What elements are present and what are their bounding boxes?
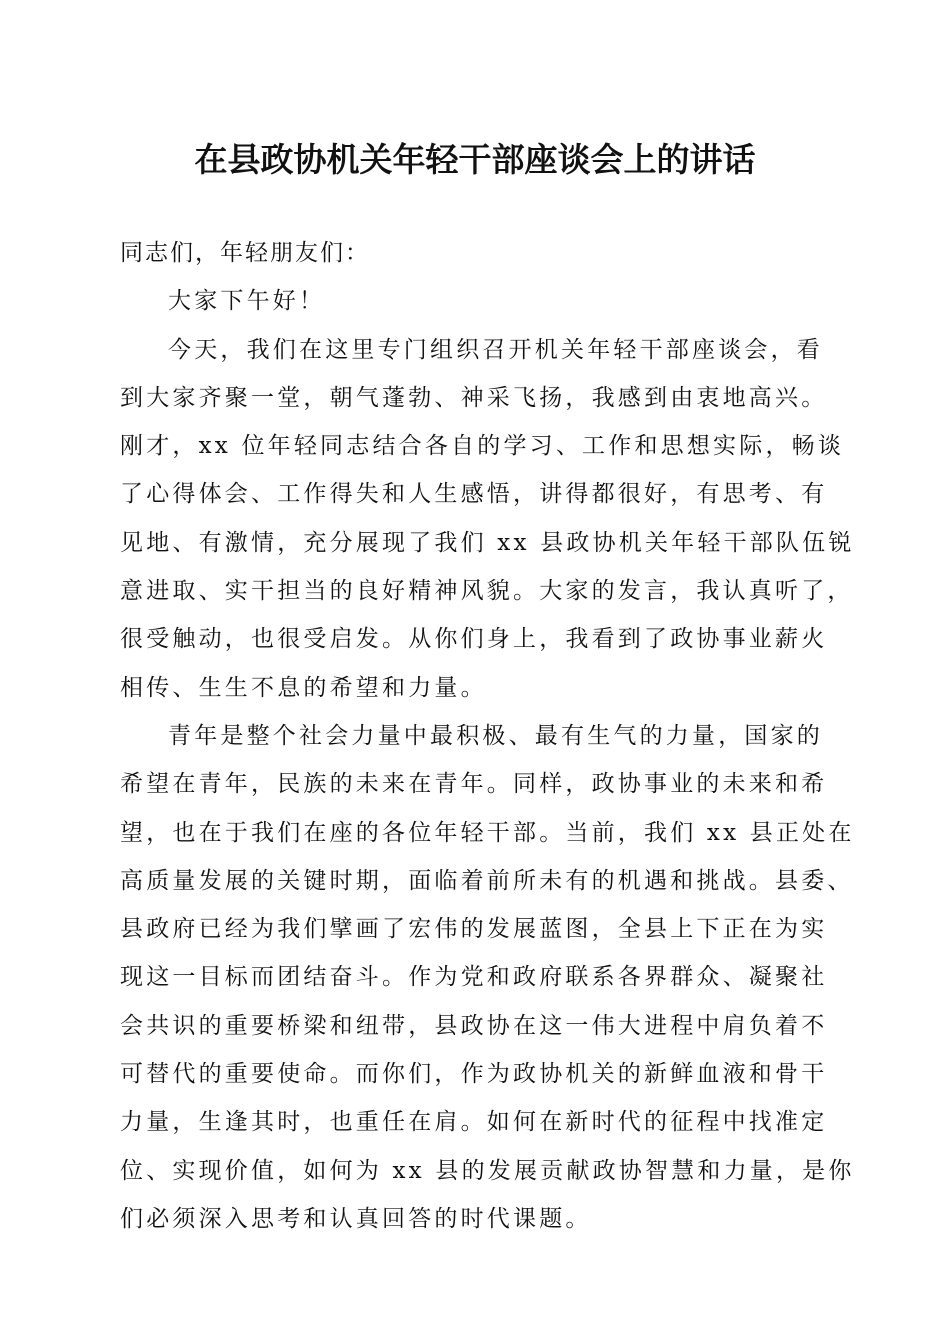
paragraph-line: 希望在青年，民族的未来在青年。同样，政协事业的未来和希	[120, 771, 828, 798]
document-body	[120, 229, 855, 1243]
paragraph-line: 望，也在于我们在座的各位年轻干部。当前，我们 xx 县正处在	[120, 819, 855, 846]
paragraph-line: 很受触动，也很受启发。从你们身上，我看到了政协事业薪火	[120, 626, 828, 653]
paragraph-line: 可替代的重要使命。而你们，作为政协机关的新鲜血液和骨干	[120, 1061, 828, 1088]
paragraph-line: 今天，我们在这里专门组织召开机关年轻干部座谈会，看	[168, 336, 823, 363]
paragraph-line: 青年是整个社会力量中最积极、最有生气的力量，国家的	[168, 722, 823, 749]
paragraph-2	[120, 712, 855, 1243]
paragraph-line: 相传、生生不息的希望和力量。	[120, 674, 487, 701]
paragraph-line: 高质量发展的关键时期，面临着前所未有的机遇和挑战。县委、	[120, 867, 854, 894]
greeting-line: 大家下午好！	[168, 288, 326, 315]
paragraph-line: 到大家齐聚一堂，朝气蓬勃、神采飞扬，我感到由衷地高兴。	[120, 384, 828, 411]
paragraph-line: 见地、有激情，充分展现了我们 xx 县政协机关年轻干部队伍锐	[120, 529, 855, 556]
paragraph-line: 力量，生逢其时，也重任在肩。如何在新时代的征程中找准定	[120, 1109, 828, 1136]
paragraph-line: 了心得体会、工作得失和人生感悟，讲得都很好，有思考、有	[120, 481, 828, 508]
document-title: 在县政协机关年轻干部座谈会上的讲话	[194, 140, 756, 179]
paragraph-line: 现这一目标而团结奋斗。作为党和政府联系各界群众、凝聚社	[120, 964, 828, 991]
paragraph-line: 们必须深入思考和认真回答的时代课题。	[120, 1205, 592, 1232]
paragraph-line: 位、实现价值，如何为 xx 县的发展贡献政协智慧和力量，是你	[120, 1157, 855, 1184]
paragraph-line: 会共识的重要桥梁和纽带，县政协在这一伟大进程中肩负着不	[120, 1012, 828, 1039]
paragraph-1	[120, 326, 855, 712]
paragraph-line: 意进取、实干担当的良好精神风貌。大家的发言，我认真听了，	[120, 578, 854, 605]
paragraph-line: 县政府已经为我们擘画了宏伟的发展蓝图，全县上下正在为实	[120, 916, 828, 943]
paragraph-line: 刚才，xx 位年轻同志结合各自的学习、工作和思想实际，畅谈	[120, 433, 845, 460]
salutation-line: 同志们，年轻朋友们：	[120, 240, 370, 266]
